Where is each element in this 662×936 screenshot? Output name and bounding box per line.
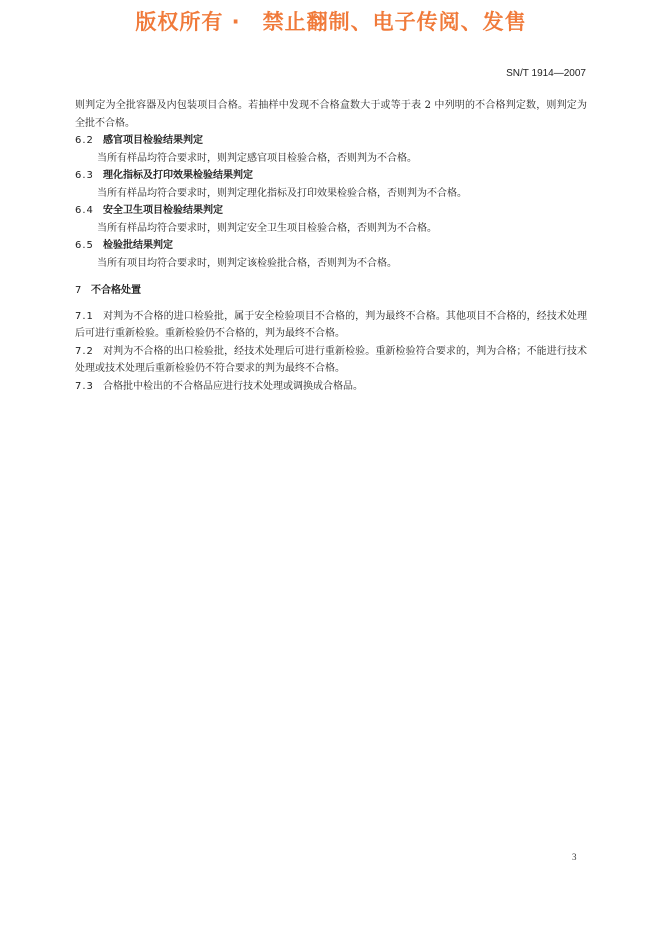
clause-text: 对判为不合格的出口检验批，经技术处理后可进行重新检验。重新检验符合要求的，判为合格；不能进行技术处理或技术处理后重新检验仍不符合要求的判为最终不合格。 [75,345,587,374]
section-title: 感官项目检验结果判定 [103,135,203,146]
section-6-2 [75,132,587,167]
clause-text: 对判为不合格的进口检验批，属于安全检验项目不合格的，判为最终不合格。其他项目不合格的，经技术处理后可进行重新检验。重新检验仍不合格的，判为最终不合格。 [75,310,587,339]
chapter-7-heading [75,282,587,300]
section-title: 检验批结果判定 [103,240,173,251]
section-body: 当所有项目均符合要求时，则判定该检验批合格，否则判为不合格。 [97,257,397,269]
section-6-4 [75,202,587,237]
chapter-title: 不合格处置 [91,285,141,296]
section-6-3 [75,167,587,202]
intro-paragraph: 则判定为全批容器及内包装项目合格。若抽样中发现不合格盒数大于或等于表 2 中列明的不合格判定数，则判定为全批不合格。 [75,100,587,129]
section-body: 当所有样品均符合要求时，则判定安全卫生项目检验合格，否则判为不合格。 [97,222,437,234]
clause-7-3 [75,378,587,396]
section-6-5 [75,237,587,272]
chapter-number: 7 [75,285,83,296]
clause-number: 7.2 [75,345,94,357]
page-number: 3 [572,852,577,862]
section-number: 6.3 [75,170,94,181]
standard-code: SN/T 1914—2007 [506,68,586,79]
section-title: 安全卫生项目检验结果判定 [103,205,223,216]
section-body: 当所有样品均符合要求时，则判定感官项目检验合格，否则判为不合格。 [97,152,417,164]
document-body [75,97,587,395]
clause-number: 7.1 [75,310,94,322]
clause-7-1 [75,308,587,343]
section-body: 当所有样品均符合要求时，则判定理化指标及打印效果检验合格，否则判为不合格。 [97,187,467,199]
section-number: 6.4 [75,205,94,216]
clause-text: 合格批中检出的不合格品应进行技术处理或调换成合格品。 [103,380,363,392]
section-title: 理化指标及打印效果检验结果判定 [103,170,253,181]
section-number: 6.5 [75,240,94,251]
section-number: 6.2 [75,135,94,146]
copyright-watermark: 版权所有 · 禁止翻制、电子传阅、发售 [135,10,527,34]
clause-7-2 [75,343,587,378]
clause-number: 7.3 [75,380,94,392]
